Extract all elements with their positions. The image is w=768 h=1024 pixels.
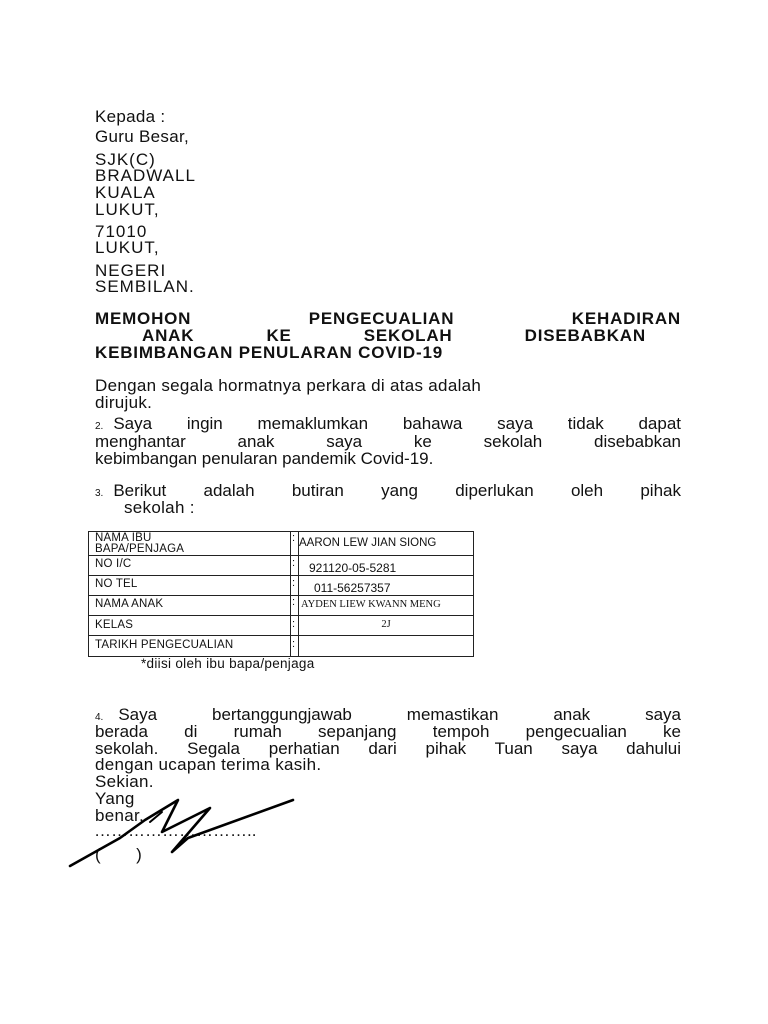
row-colon: :	[292, 638, 296, 650]
row-label: TARIKH PENGECUALIAN	[95, 639, 234, 651]
school-line-1: SJK(C)	[95, 150, 156, 169]
para2-line-2: menghantar anak saya ke sekolah disebabkan	[95, 432, 681, 451]
para4-line-2: berada di rumah sepanjang tempoh pengecualian ke	[95, 722, 681, 741]
row-colon: :	[292, 596, 296, 608]
recipient-title: Guru Besar,	[95, 127, 190, 146]
row-colon: :	[292, 577, 296, 589]
row-colon: :	[292, 532, 296, 544]
state-line-2: SEMBILAN.	[95, 277, 195, 296]
closing-benar: benar,	[95, 806, 145, 825]
school-line-2: BRADWALL	[95, 166, 196, 185]
row-label: KELAS	[95, 619, 134, 631]
para1-line-2: dirujuk.	[95, 393, 153, 412]
subject-word: KE	[266, 326, 292, 345]
child-name-value: AYDEN LIEW KWANN MENG	[301, 599, 441, 610]
para4-text-1: Saya bertanggungjawab memastikan anak saya	[118, 705, 681, 724]
para2-text-1: Saya ingin memaklumkan bahawa saya tidak dapat	[113, 414, 681, 433]
para1-line-1: Dengan segala hormatnya perkara di atas adalah	[95, 376, 482, 395]
subject-word: MEMOHON	[95, 309, 192, 328]
salutation-kepada: Kepada :	[95, 107, 166, 126]
row-label: NO I/C	[95, 558, 132, 570]
class-value: 2J	[381, 619, 391, 630]
subject-line-3: KEBIMBANGAN PENULARAN COVID-19	[95, 343, 443, 362]
para4-line-3: sekolah. Segala perhatian dari pihak Tuan saya dahului	[95, 739, 681, 758]
subject-word: ANAK	[142, 326, 195, 345]
para4-line-4: dengan ucapan terima kasih.	[95, 755, 322, 774]
parent-name-value: AARON LEW JIAN SIONG	[299, 537, 437, 549]
row-label: BAPA/PENJAGA	[95, 543, 185, 555]
subject-word: SEKOLAH	[363, 326, 453, 345]
ic-value: 921120-05-5281	[309, 561, 397, 575]
subject-word: KEHADIRAN	[571, 309, 681, 328]
row-label: NAMA IBU	[95, 532, 152, 544]
postcode: 71010	[95, 222, 148, 241]
signature-name-bracket: ( )	[95, 845, 143, 864]
table-note: *diisi oleh ibu bapa/penjaga	[141, 656, 315, 671]
para3-line-2: sekolah :	[124, 498, 195, 517]
town: LUKUT,	[95, 238, 160, 257]
para3-number: 3.	[95, 488, 104, 499]
phone-value: 011-56257357	[314, 581, 391, 595]
para2-number: 2.	[95, 421, 104, 432]
closing-yang: Yang	[95, 789, 135, 808]
subject-word: PENGECUALIAN	[308, 309, 455, 328]
para3-text-1: Berikut adalah butiran yang diperlukan oleh pihak	[113, 481, 681, 500]
row-colon: :	[292, 618, 296, 630]
state-line-1: NEGERI	[95, 261, 167, 280]
signature-dots: ………………………..	[94, 821, 257, 840]
para4-number: 4.	[95, 712, 104, 723]
subject-word: DISEBABKAN	[524, 326, 646, 345]
school-line-4: LUKUT,	[95, 200, 160, 219]
row-colon: :	[292, 557, 296, 569]
row-label: NAMA ANAK	[95, 598, 164, 610]
closing-sekian: Sekian.	[95, 772, 154, 791]
para2-line-3: kebimbangan penularan pandemik Covid-19.	[95, 449, 434, 468]
row-label: NO TEL	[95, 578, 138, 590]
school-line-3: KUALA	[95, 183, 156, 202]
